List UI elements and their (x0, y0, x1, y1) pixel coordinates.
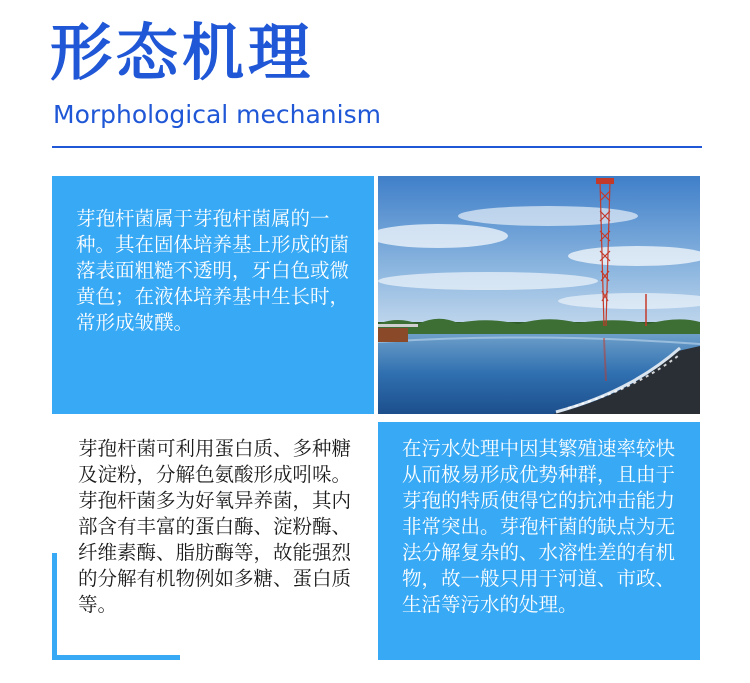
application-text: 在污水处理中因其繁殖速率较快从而极易形成优势种群，且由于芽孢的特质使得它的抗冲击能力非常突出。芽孢杆菌的缺点为无法分解复杂的、水溶性差的有机物，故一般只用于河道、市政、生活等污水的处理。 (402, 437, 676, 616)
application-text-panel (378, 422, 700, 660)
intro-text: 芽孢杆菌属于芽孢杆菌属的一种。其在固体培养基上形成的菌落表面粗糙不透明，牙白色或微黄色；在液体培养基中生长时，常形成皱醭。 (76, 207, 350, 334)
title-divider (52, 146, 702, 148)
page-subtitle: Morphological mechanism (53, 100, 381, 129)
corner-accent-horizontal (52, 655, 180, 660)
properties-text-panel (52, 422, 374, 660)
page-title: 形态机理 (50, 16, 315, 89)
water-treatment-photo (378, 176, 700, 414)
intro-text-panel (52, 176, 374, 414)
water-treatment-tank-photo (378, 176, 700, 414)
corner-accent-vertical (52, 553, 57, 660)
properties-text: 芽孢杆菌可利用蛋白质、多种糖及淀粉，分解色氨酸形成吲哚。芽孢杆菌多为好氧异养菌，其内部含有丰富的蛋白酶、淀粉酶、纤维素酶、脂肪酶等，故能强烈的分解有机物例如多糖、蛋白质等。 (78, 437, 352, 616)
